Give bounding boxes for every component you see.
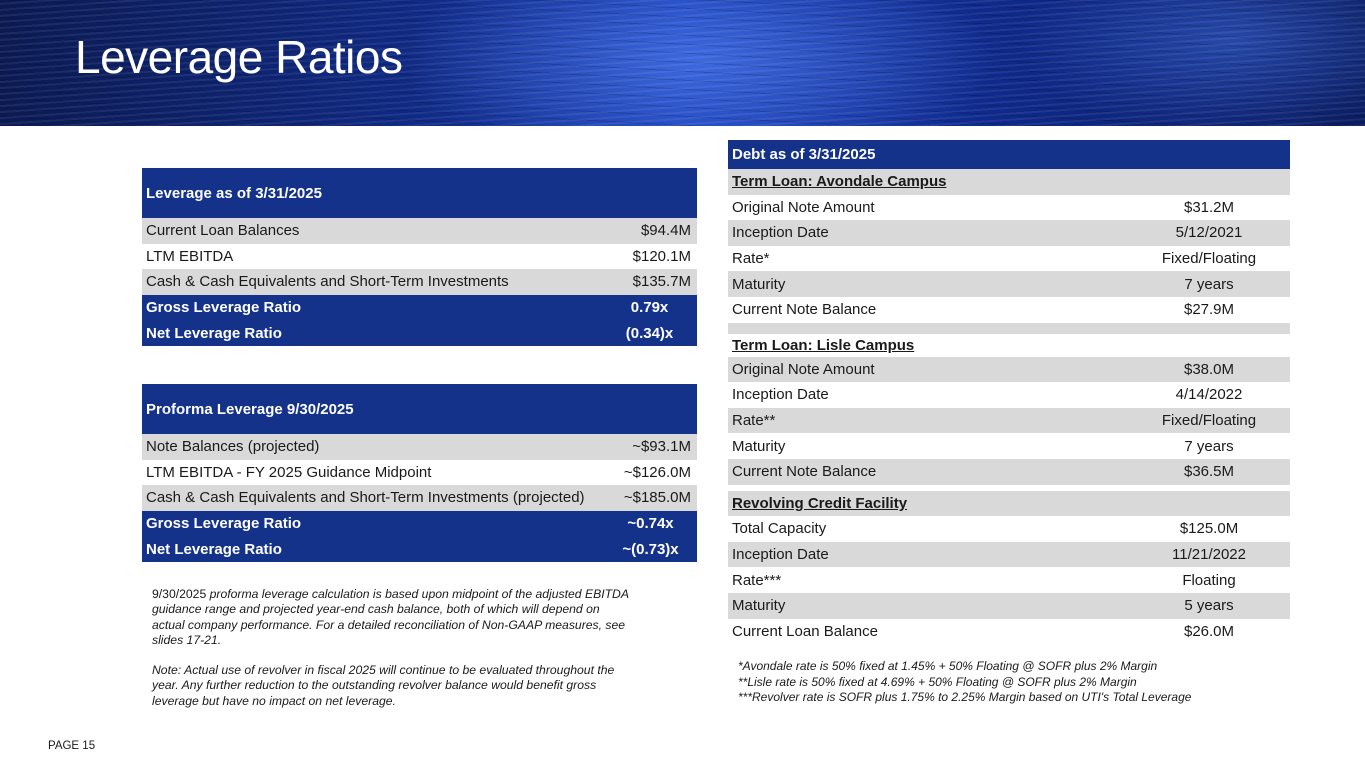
table-row	[728, 408, 1290, 434]
revolver-title: Revolving Credit Facility	[728, 491, 1290, 517]
leverage-header: Leverage as of 3/31/2025	[142, 168, 697, 218]
note-date: 9/30/2025	[152, 587, 207, 601]
row-value: Fixed/Floating	[1128, 408, 1290, 434]
gross-leverage-row	[142, 295, 697, 321]
table-row	[728, 619, 1290, 645]
row-label: Net Leverage Ratio	[142, 536, 604, 562]
row-value: ~$126.0M	[604, 460, 697, 486]
row-label: LTM EBITDA - FY 2025 Guidance Midpoint	[142, 460, 604, 486]
row-value: $26.0M	[1128, 619, 1290, 645]
row-label: Current Loan Balance	[728, 619, 1128, 645]
table-row	[728, 542, 1290, 568]
table-row	[728, 195, 1290, 221]
net-leverage-row	[142, 536, 697, 562]
title-banner	[0, 0, 1365, 126]
row-label: Rate***	[728, 567, 1128, 593]
proforma-table	[142, 384, 697, 562]
net-leverage-row	[142, 320, 697, 346]
table-row	[728, 567, 1290, 593]
table-row	[728, 459, 1290, 485]
section-header	[728, 169, 1290, 195]
row-label: Note Balances (projected)	[142, 434, 604, 460]
footnote: ***Revolver rate is SOFR plus 1.75% to 2.25% Margin based on UTI's Total Leverage	[738, 690, 1192, 705]
row-value: 7 years	[1128, 433, 1290, 459]
row-label: Maturity	[728, 271, 1128, 297]
table-row	[728, 593, 1290, 619]
debt-header: Debt as of 3/31/2025	[728, 140, 1290, 169]
row-value: Floating	[1128, 567, 1290, 593]
table-row	[728, 516, 1290, 542]
row-value: $120.1M	[602, 244, 697, 270]
row-value: 0.79x	[602, 295, 697, 321]
table-row	[142, 218, 697, 244]
debt-table	[728, 140, 1290, 644]
row-value: ~$185.0M	[604, 485, 697, 511]
row-label: Gross Leverage Ratio	[142, 295, 602, 321]
row-value: ~(0.73)x	[604, 536, 697, 562]
row-value: 5/12/2021	[1128, 220, 1290, 246]
row-value: 4/14/2022	[1128, 382, 1290, 408]
row-label: Current Note Balance	[728, 297, 1128, 323]
row-label: Cash & Cash Equivalents and Short-Term Investments	[142, 269, 602, 295]
row-value: 11/21/2022	[1128, 542, 1290, 568]
page-number: PAGE 15	[48, 740, 96, 752]
note-paragraph	[152, 587, 632, 648]
row-label: Current Loan Balances	[142, 218, 602, 244]
row-value: $125.0M	[1128, 516, 1290, 542]
table-row	[728, 382, 1290, 408]
row-value: ~0.74x	[604, 511, 697, 537]
row-label: Original Note Amount	[728, 195, 1128, 221]
row-label: Maturity	[728, 433, 1128, 459]
row-label: Current Note Balance	[728, 459, 1128, 485]
row-value: Fixed/Floating	[1128, 246, 1290, 272]
row-label: Gross Leverage Ratio	[142, 511, 604, 537]
row-label: Rate*	[728, 246, 1128, 272]
section-header	[728, 491, 1290, 517]
row-value: (0.34)x	[602, 320, 697, 346]
proforma-header-row	[142, 384, 697, 434]
leverage-table	[142, 168, 697, 346]
row-label: Inception Date	[728, 382, 1128, 408]
row-label: Rate**	[728, 408, 1128, 434]
row-label: Net Leverage Ratio	[142, 320, 602, 346]
row-label: Maturity	[728, 593, 1128, 619]
avondale-title: Term Loan: Avondale Campus	[728, 169, 1290, 195]
proforma-notes	[152, 587, 632, 709]
table-row	[142, 269, 697, 295]
note-paragraph	[152, 663, 632, 709]
table-row	[728, 433, 1290, 459]
row-label: Total Capacity	[728, 516, 1128, 542]
row-label: LTM EBITDA	[142, 244, 602, 270]
debt-header-row	[728, 140, 1290, 169]
row-value: ~$93.1M	[604, 434, 697, 460]
row-value: 7 years	[1128, 271, 1290, 297]
row-value: $36.5M	[1128, 459, 1290, 485]
footnote: *Avondale rate is 50% fixed at 1.45% + 50% Floating @ SOFR plus 2% Margin	[738, 659, 1158, 673]
row-label: Inception Date	[728, 542, 1128, 568]
leverage-header-row	[142, 168, 697, 218]
lisle-title: Term Loan: Lisle Campus	[728, 334, 1290, 357]
table-row	[728, 297, 1290, 323]
page-title: Leverage Ratios	[75, 31, 403, 83]
row-value: $31.2M	[1128, 195, 1290, 221]
section-header	[728, 334, 1290, 357]
row-label: Cash & Cash Equivalents and Short-Term Investments (projected)	[142, 485, 604, 511]
table-row	[728, 271, 1290, 297]
row-value: $38.0M	[1128, 357, 1290, 383]
footnote: **Lisle rate is 50% fixed at 4.69% + 50% Floating @ SOFR plus 2% Margin	[738, 674, 1137, 689]
proforma-header: Proforma Leverage 9/30/2025	[142, 384, 697, 434]
row-value: $94.4M	[602, 218, 697, 244]
row-label: Inception Date	[728, 220, 1128, 246]
gross-leverage-row	[142, 511, 697, 537]
table-row	[142, 434, 697, 460]
table-row	[728, 220, 1290, 246]
row-label: Original Note Amount	[728, 357, 1128, 383]
rate-footnotes	[738, 659, 1191, 706]
row-spacer	[728, 323, 1290, 334]
table-row	[728, 357, 1290, 383]
note-text: proforma leverage calculation is based upon midpoint of the adjusted EBITDA guidance range and projected year-end cash balance, both of which will depend on actual company performance. For a detailed reconciliation of Non-GAAP measures, see slides 17-21.	[152, 587, 629, 647]
row-value: $135.7M	[602, 269, 697, 295]
table-row	[142, 244, 697, 270]
row-value: 5 years	[1128, 593, 1290, 619]
row-value: $27.9M	[1128, 297, 1290, 323]
table-row	[142, 485, 697, 511]
note-text: Note: Actual use of revolver in fiscal 2025 will continue to be evaluated throughout the year. Any further reduction to the outstanding revolver balance would benefit gross leverage but have no impact on net leverage.	[152, 663, 615, 708]
table-row	[142, 460, 697, 486]
table-row	[728, 246, 1290, 272]
